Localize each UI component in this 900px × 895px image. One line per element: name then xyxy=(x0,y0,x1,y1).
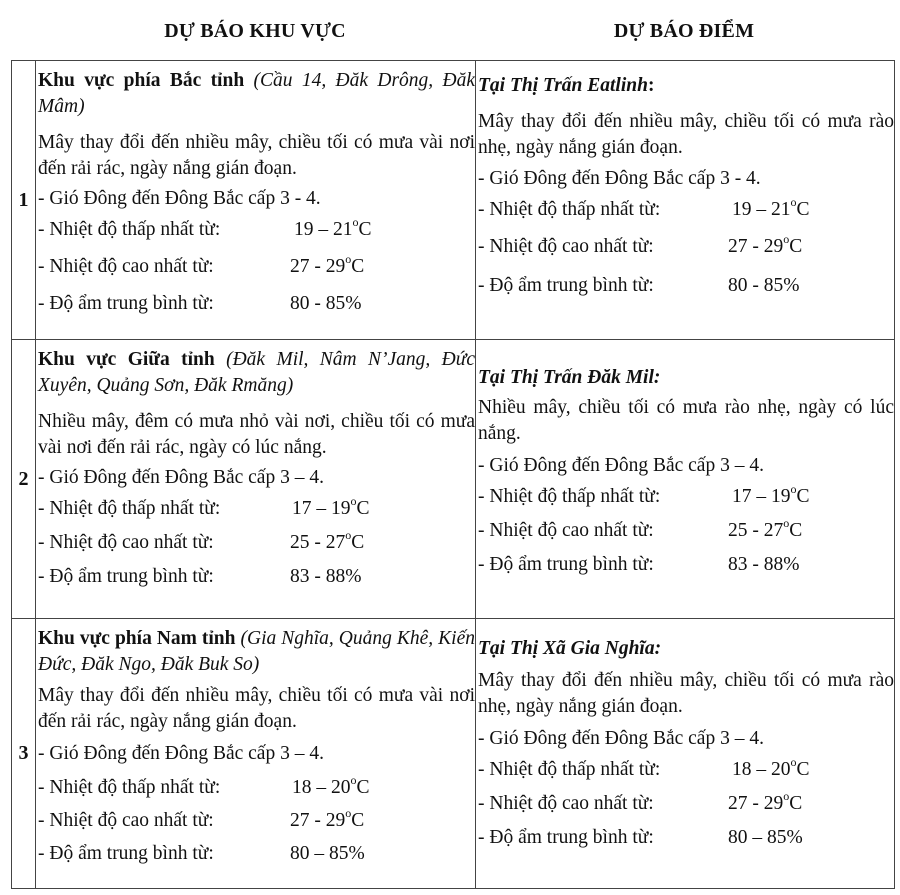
min-temp-line xyxy=(38,772,475,801)
point-title-suffix: : xyxy=(647,75,655,96)
area-forecast-cell xyxy=(36,61,476,340)
humidity-value: 83 - 88% xyxy=(728,554,800,575)
max-temp-value: 27 - 29$^o$C xyxy=(290,805,365,831)
humidity-line xyxy=(38,291,475,317)
row-number: 1 xyxy=(12,61,36,340)
humidity-label: - Độ ẩm trung bình từ: xyxy=(478,827,654,848)
min-temp-label: - Nhiệt độ thấp nhất từ: xyxy=(478,759,661,780)
humidity-line xyxy=(38,564,475,590)
point-description: Mây thay đổi đến nhiều mây, chiều tối có mưa rào nhẹ, ngày nắng gián đoạn. xyxy=(478,670,894,717)
humidity-label: - Độ ẩm trung bình từ: xyxy=(38,293,214,314)
table-row xyxy=(12,619,895,889)
max-temp-line xyxy=(38,527,475,556)
area-places: (Gia Nghĩa, Quảng Khê, Kiến Đức, Đăk Ngo, Đăk Buk So) xyxy=(38,628,475,675)
max-temp-label: - Nhiệt độ cao nhất từ: xyxy=(478,520,654,541)
min-temp-line xyxy=(38,214,475,243)
humidity-line xyxy=(478,825,894,851)
area-forecast-heading: DỰ BÁO KHU VỰC xyxy=(164,20,346,42)
min-temp-value: 18 – 20$^o$C xyxy=(732,754,810,780)
wind-line xyxy=(38,465,475,491)
max-temp-value: 25 - 27$^o$C xyxy=(728,515,803,541)
max-temp-value: 25 - 27$^o$C xyxy=(290,527,365,553)
point-title-suffix: : xyxy=(654,638,662,659)
min-temp-line xyxy=(478,481,894,510)
max-temp-line xyxy=(38,805,475,834)
point-description: Mây thay đổi đến nhiều mây, chiều tối có mưa rào nhẹ, ngày nắng gián đoạn. xyxy=(478,111,894,158)
area-description: Mây thay đổi đến nhiều mây, chiều tối có mưa vài nơi đến rải rác, ngày nắng gián đoạn. xyxy=(38,685,475,732)
humidity-line xyxy=(478,273,894,299)
area-name: Khu vực phía Bắc tỉnh xyxy=(38,70,245,91)
area-title xyxy=(38,68,475,120)
point-forecast-heading: DỰ BÁO ĐIỂM xyxy=(613,20,755,42)
area-places: (Cầu 14, Đăk Drông, Đăk Mâm) xyxy=(38,70,475,117)
min-temp-line xyxy=(478,194,894,223)
min-temp-line xyxy=(38,493,475,522)
area-places: (Đăk Mil, Nâm N’Jang, Đức Xuyên, Quảng Sơn, Đăk Rmăng) xyxy=(38,349,475,396)
humidity-label: - Độ ẩm trung bình từ: xyxy=(478,275,654,296)
max-temp-label: - Nhiệt độ cao nhất từ: xyxy=(478,793,654,814)
humidity-value: 80 - 85% xyxy=(728,275,800,296)
area-name: Khu vực phía Nam tỉnh xyxy=(38,628,236,649)
max-temp-label: - Nhiệt độ cao nhất từ: xyxy=(478,236,654,257)
humidity-line xyxy=(38,841,475,867)
point-forecast-cell xyxy=(476,340,895,619)
min-temp-label: - Nhiệt độ thấp nhất từ: xyxy=(38,219,221,240)
wind-line xyxy=(38,186,475,212)
area-description: Mây thay đổi đến nhiều mây, chiều tối có mưa vài nơi đến rải rác, ngày nắng gián đoạn. xyxy=(38,132,475,179)
wind-line xyxy=(478,726,894,752)
wind-line xyxy=(38,741,475,767)
min-temp-value: 19 – 21$^o$C xyxy=(732,194,810,220)
humidity-label: - Độ ẩm trung bình từ: xyxy=(478,554,654,575)
wind-text: - Gió Đông đến Đông Bắc cấp 3 – 4. xyxy=(478,728,764,749)
area-description: Nhiều mây, đêm có mưa nhỏ vài nơi, chiều tối có mưa vài nơi đến rải rác, ngày có lúc nắng. xyxy=(38,411,475,458)
humidity-line xyxy=(478,552,894,578)
wind-text: - Gió Đông đến Đông Bắc cấp 3 – 4. xyxy=(478,455,764,476)
min-temp-label: - Nhiệt độ thấp nhất từ: xyxy=(478,486,661,507)
max-temp-label: - Nhiệt độ cao nhất từ: xyxy=(38,256,214,277)
min-temp-value: 17 – 19$^o$C xyxy=(292,493,370,519)
humidity-value: 83 - 88% xyxy=(290,566,362,587)
area-forecast-cell xyxy=(36,340,476,619)
area-name: Khu vực Giữa tỉnh xyxy=(38,349,215,370)
min-temp-label: - Nhiệt độ thấp nhất từ: xyxy=(38,777,221,798)
forecast-table xyxy=(11,60,895,889)
max-temp-label: - Nhiệt độ cao nhất từ: xyxy=(38,810,214,831)
min-temp-value: 17 – 19$^o$C xyxy=(732,481,810,507)
point-title xyxy=(478,365,894,391)
row-number: 2 xyxy=(12,340,36,619)
point-name: Tại Thị Trấn Đăk Mil: xyxy=(478,367,661,388)
wind-line xyxy=(478,166,894,192)
wind-text: - Gió Đông đến Đông Bắc cấp 3 - 4. xyxy=(478,168,761,189)
humidity-value: 80 - 85% xyxy=(290,293,362,314)
humidity-value: 80 – 85% xyxy=(728,827,803,848)
point-title xyxy=(478,636,894,662)
min-temp-label: - Nhiệt độ thấp nhất từ: xyxy=(38,498,221,519)
max-temp-line xyxy=(478,788,894,817)
table-row xyxy=(12,340,895,619)
min-temp-value: 18 – 20$^o$C xyxy=(292,772,370,798)
wind-text: - Gió Đông đến Đông Bắc cấp 3 – 4. xyxy=(38,743,324,764)
min-temp-line xyxy=(478,754,894,783)
max-temp-value: 27 - 29$^o$C xyxy=(290,251,365,277)
row-number: 3 xyxy=(12,619,36,889)
point-forecast-cell xyxy=(476,61,895,340)
wind-text: - Gió Đông đến Đông Bắc cấp 3 – 4. xyxy=(38,467,324,488)
max-temp-line xyxy=(38,251,475,280)
area-forecast-cell xyxy=(36,619,476,889)
area-title xyxy=(38,347,475,399)
point-name: Tại Thị Trấn Eatlinh xyxy=(478,75,648,96)
point-title xyxy=(478,73,894,99)
table-header xyxy=(0,0,900,60)
wind-text: - Gió Đông đến Đông Bắc cấp 3 - 4. xyxy=(38,188,321,209)
max-temp-line xyxy=(478,515,894,544)
min-temp-label: - Nhiệt độ thấp nhất từ: xyxy=(478,199,661,220)
humidity-label: - Độ ẩm trung bình từ: xyxy=(38,566,214,587)
table-row xyxy=(12,61,895,340)
wind-line xyxy=(478,453,894,479)
max-temp-label: - Nhiệt độ cao nhất từ: xyxy=(38,532,214,553)
humidity-label: - Độ ẩm trung bình từ: xyxy=(38,843,214,864)
max-temp-value: 27 - 29$^o$C xyxy=(728,231,803,257)
min-temp-value: 19 – 21$^o$C xyxy=(294,214,372,240)
max-temp-line xyxy=(478,231,894,260)
humidity-value: 80 – 85% xyxy=(290,843,365,864)
point-name: Tại Thị Xã Gia Nghĩa xyxy=(478,638,655,659)
max-temp-value: 27 - 29$^o$C xyxy=(728,788,803,814)
area-title xyxy=(38,626,475,678)
point-description: Nhiều mây, chiều tối có mưa rào nhẹ, ngày có lúc nắng. xyxy=(478,397,894,444)
point-forecast-cell xyxy=(476,619,895,889)
